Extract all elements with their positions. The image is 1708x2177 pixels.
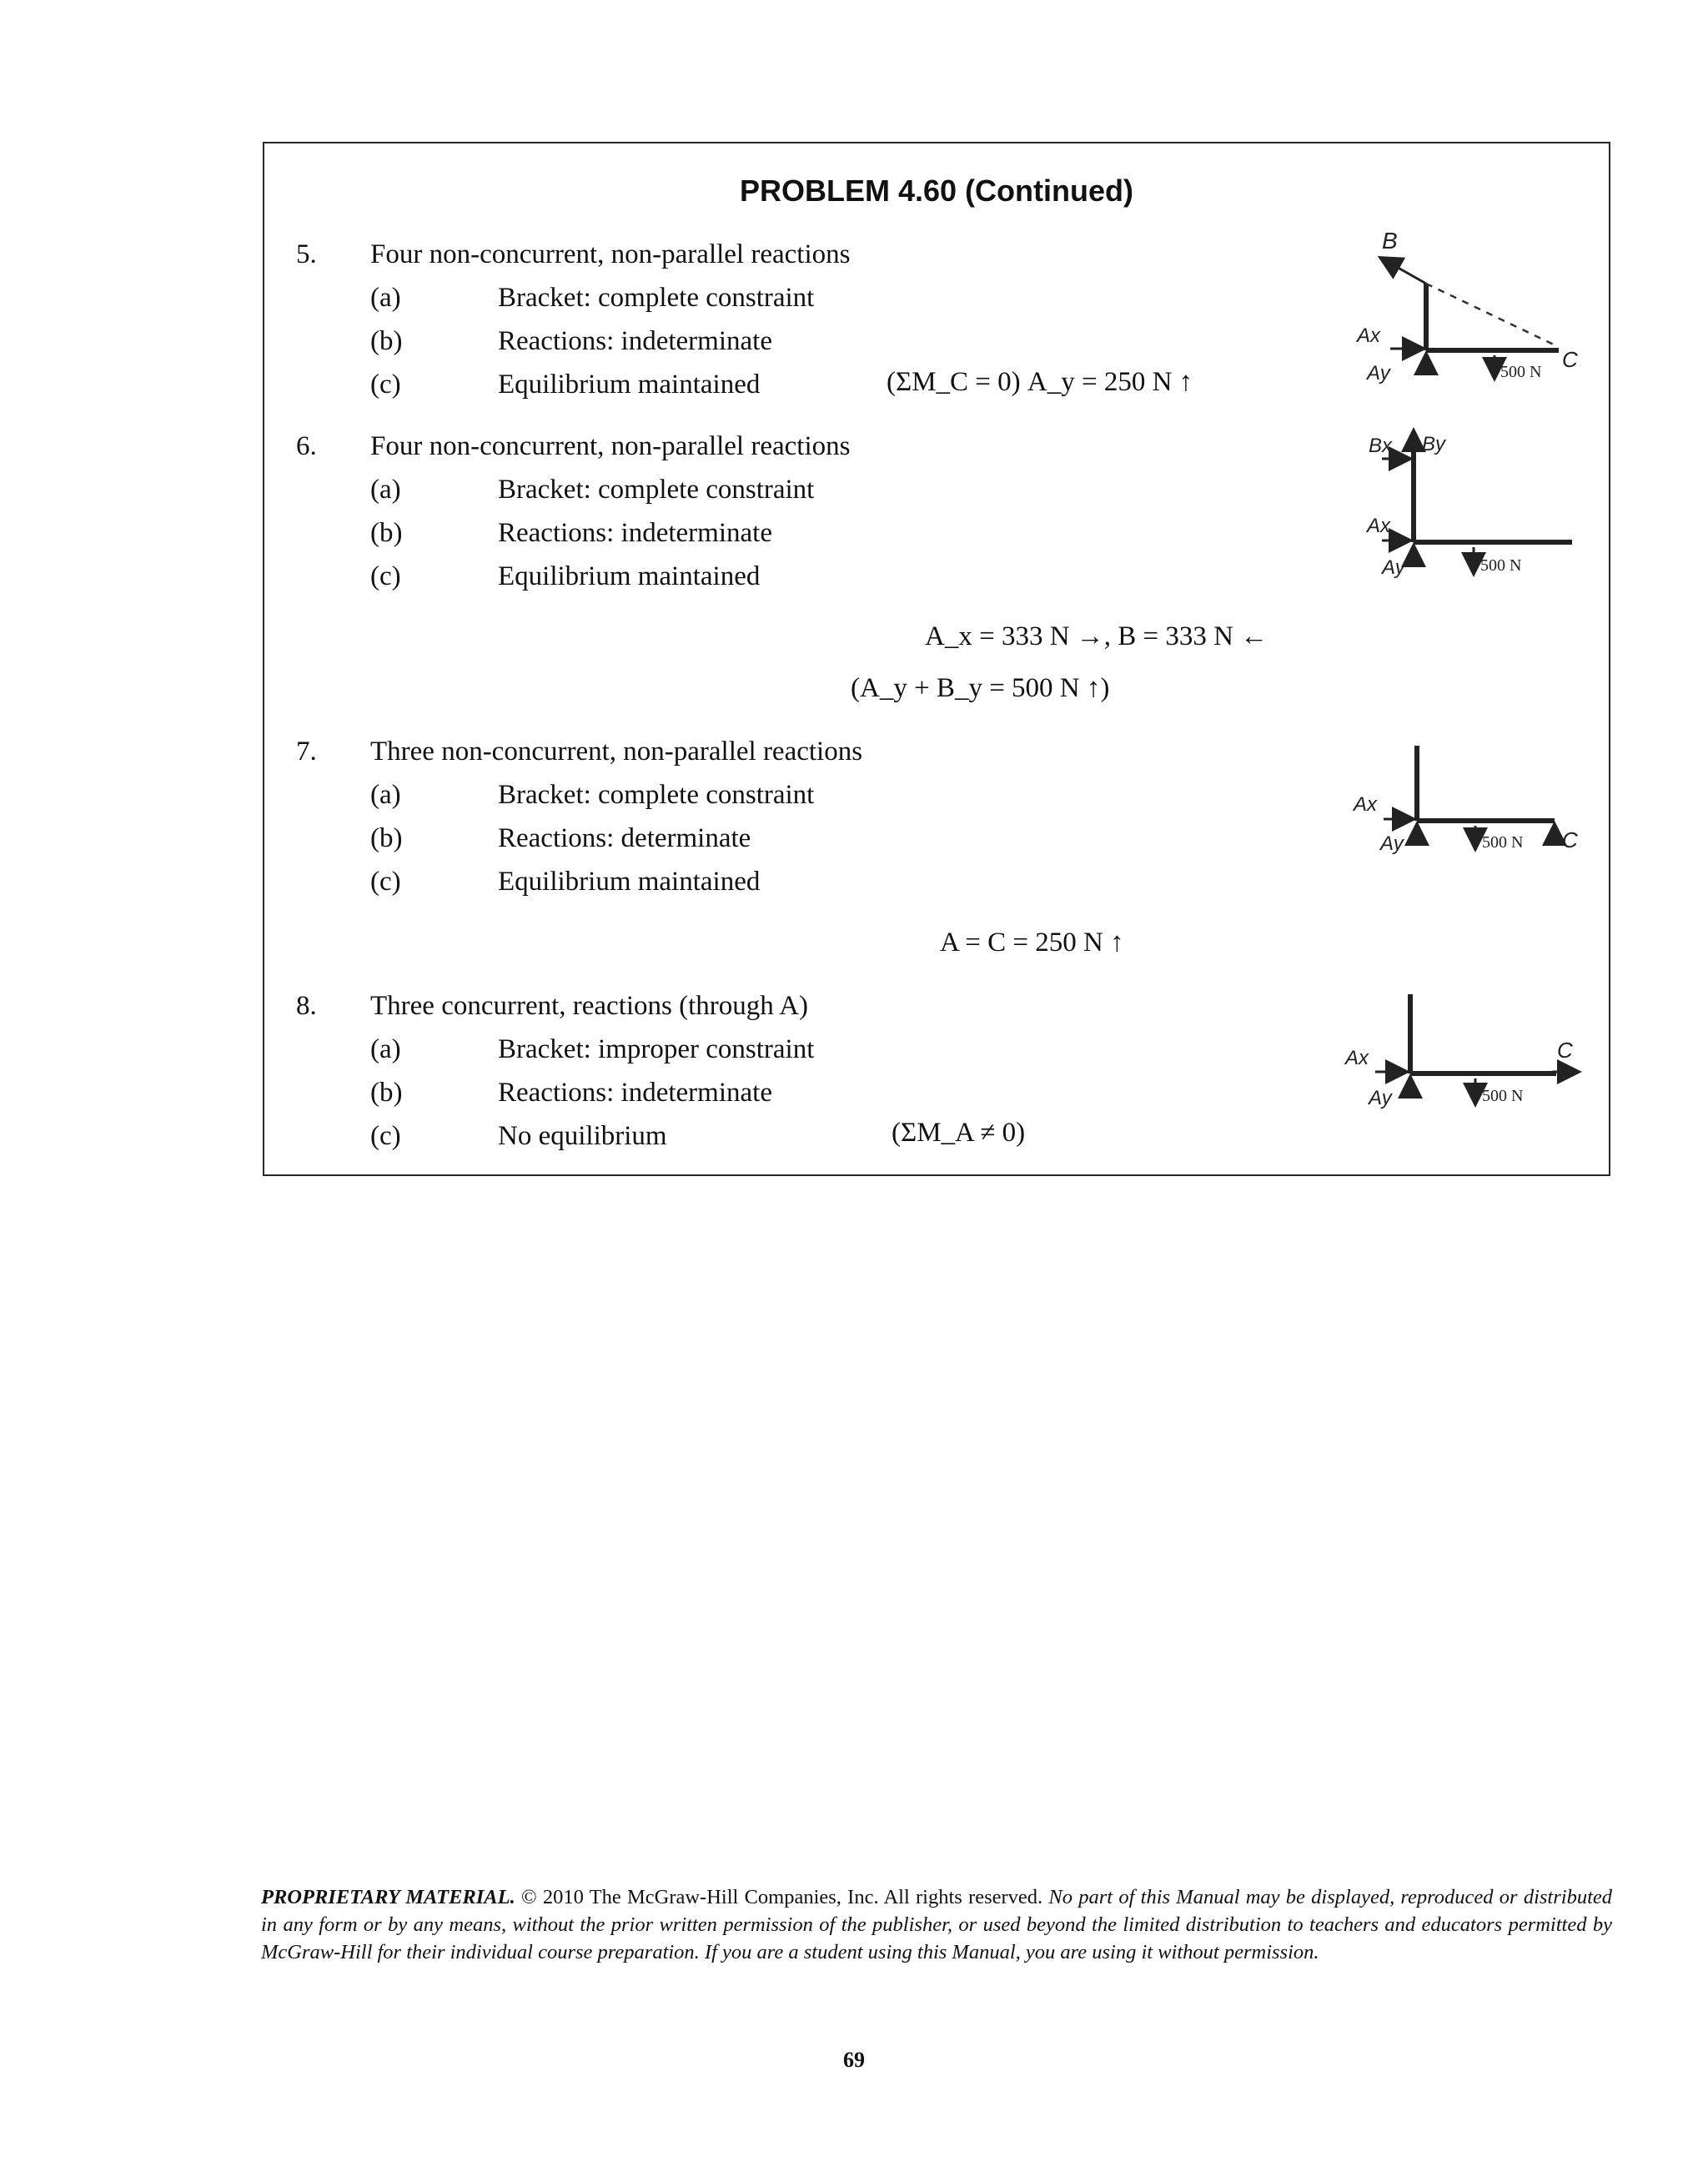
label-b: B: [1382, 228, 1398, 254]
part-label: (c): [370, 561, 401, 591]
figure-8-free-body-diagram: [1335, 986, 1585, 1119]
part-label: (b): [370, 518, 403, 548]
label-load: 500 N: [1480, 556, 1522, 575]
label-load: 500 N: [1482, 833, 1524, 852]
part-label: (c): [370, 370, 401, 400]
part-label: (a): [370, 475, 401, 505]
label-ax: Ax: [1345, 1047, 1369, 1069]
equation: (ΣM_C = 0) A_y = 250 N ↑: [887, 367, 1193, 397]
part-text: Equilibrium maintained: [498, 370, 761, 400]
part-label: (a): [370, 1034, 401, 1064]
label-bx: Bx: [1369, 435, 1393, 457]
item-heading: Three non-concurrent, non-parallel reactions: [370, 737, 863, 767]
label-ay: Ay: [1382, 556, 1405, 579]
part-label: (a): [370, 283, 401, 313]
item-heading: Three concurrent, reactions (through A): [370, 991, 809, 1021]
label-load: 500 N: [1482, 1087, 1524, 1105]
equation: A_x = 333 N →, B = 333 N ←: [925, 621, 1268, 651]
item-number: 7.: [296, 737, 317, 767]
copyright-footer: [261, 1883, 1612, 1966]
label-ax: Ax: [1367, 515, 1391, 537]
problem-title: PROBLEM 4.60 (Continued): [739, 173, 1133, 208]
part-text: Reactions: indeterminate: [498, 518, 772, 548]
footer-lead: PROPRIETARY MATERIAL.: [261, 1886, 515, 1908]
label-ax: Ax: [1357, 324, 1381, 347]
label-ay: Ay: [1367, 362, 1390, 385]
item-number: 6.: [296, 431, 317, 461]
part-text: Bracket: complete constraint: [498, 475, 815, 505]
equation: (ΣM_A ≠ 0): [892, 1118, 1026, 1148]
part-text: No equilibrium: [498, 1121, 667, 1151]
part-label: (b): [370, 1078, 403, 1108]
label-load: 500 N: [1500, 363, 1542, 381]
part-label: (b): [370, 326, 403, 356]
part-text: Bracket: complete constraint: [498, 283, 815, 313]
label-c: C: [1562, 347, 1578, 372]
label-ay: Ay: [1380, 832, 1404, 855]
item-heading: Four non-concurrent, non-parallel reactions: [370, 239, 851, 269]
figure-5-free-body-diagram: [1349, 217, 1582, 384]
label-ay: Ay: [1369, 1087, 1392, 1109]
part-text: Equilibrium maintained: [498, 561, 761, 591]
part-label: (b): [370, 823, 403, 853]
part-text: Bracket: improper constraint: [498, 1034, 815, 1064]
part-text: Bracket: complete constraint: [498, 780, 815, 810]
part-label: (a): [370, 780, 401, 810]
part-text: Reactions: determinate: [498, 823, 751, 853]
item-number: 5.: [296, 239, 317, 269]
label-by: By: [1422, 433, 1446, 455]
part-label: (c): [370, 1121, 401, 1151]
footer-notice: No part of this Manual may be displayed, reproduced or distributed in any form or by any means, without the prior written permission of the publisher, or used beyond the limited distribution to teachers and educators permitted by McGraw-Hill for their individual course preparation. If you are a student using this Manual, you are using it without permission.: [261, 1886, 1612, 1963]
force-b-arrow: [1382, 259, 1426, 284]
page-number: 69: [843, 2048, 865, 2072]
part-text: Reactions: indeterminate: [498, 1078, 772, 1108]
problem-box: [263, 142, 1610, 1176]
item-heading: Four non-concurrent, non-parallel reactions: [370, 431, 851, 461]
footer-copyright: © 2010 The McGraw-Hill Companies, Inc. All rights reserved.: [515, 1886, 1049, 1908]
label-c: C: [1557, 1038, 1573, 1063]
part-text: Reactions: indeterminate: [498, 326, 772, 356]
equation: A = C = 250 N ↑: [940, 928, 1124, 958]
item-number: 8.: [296, 991, 317, 1021]
equation: (A_y + B_y = 500 N ↑): [851, 673, 1110, 703]
line-of-action: [1426, 284, 1557, 346]
figure-7-free-body-diagram: [1350, 737, 1584, 862]
part-label: (c): [370, 867, 401, 897]
label-ax: Ax: [1354, 793, 1378, 816]
figure-6-free-body-diagram: [1365, 425, 1590, 584]
label-c: C: [1562, 827, 1578, 852]
part-text: Equilibrium maintained: [498, 867, 761, 897]
